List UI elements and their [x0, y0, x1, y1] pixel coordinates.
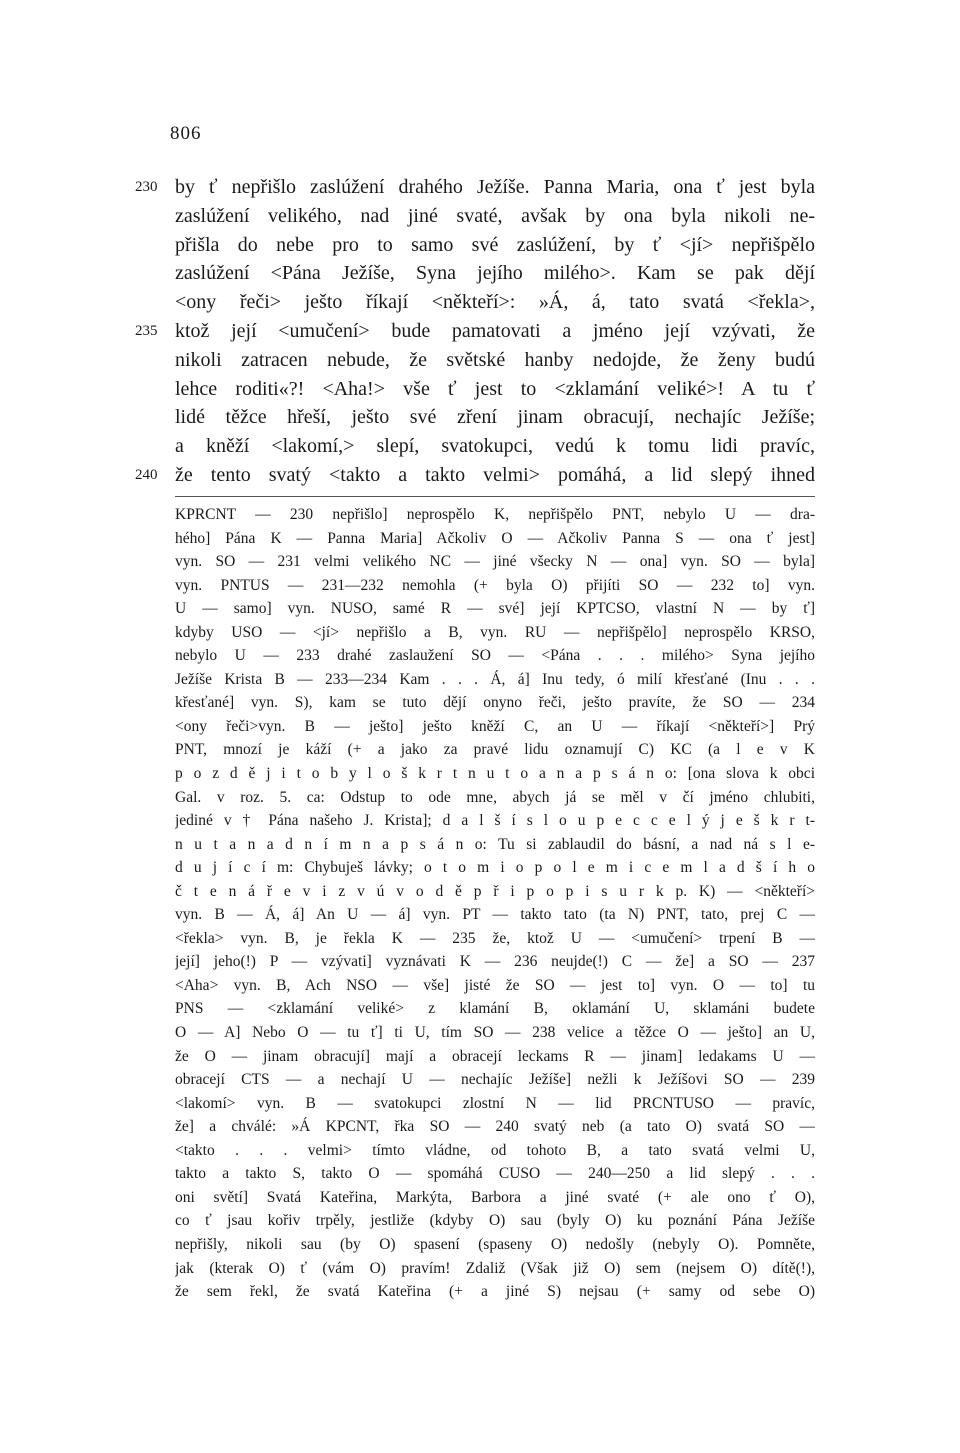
apparatus-line: U — samo] vyn. NUSO, samé R — své] její KPTCSO, vlastní N — by ť]	[175, 600, 815, 618]
apparatus-line: oni světí] Svatá Kateřina, Markýta, Barbora a jiné svaté (+ ale ono ť O),	[175, 1188, 815, 1206]
apparatus-line: PNS — <zklamání veliké> z klamání B, oklamání U, sklamáni budete	[175, 1000, 815, 1018]
apparatus-line: č t e n á ř e v i z v ú v o d ě p ř i p o p i s u r k p. K) — <někteří>	[175, 882, 815, 900]
apparatus-line: vyn. SO — 231 velmi velikého NC — jiné všecky N — ona] vyn. SO — byla]	[175, 553, 815, 571]
apparatus-line: <lakomí> vyn. B — svatokupci zlostní N — lid PRCNTUSO — pravíc,	[175, 1094, 815, 1112]
footnote-divider	[175, 496, 815, 497]
apparatus-line: že O — jinam obracují] mají a obracejí leckams R — jinam] ledakams U —	[175, 1047, 815, 1065]
apparatus-line: n u t a n a d n í m n a p s á n o: Tu si zablaudil do básní, a nad ná s l e-	[175, 835, 815, 853]
apparatus-line: jak (kterak O) ť (vám O) pravím! Zdaliž (Však již O) sem (nejsem O) dítě(!),	[175, 1259, 815, 1277]
apparatus-line: obracejí CTS — a nechají U — nechajíc Ježíše] nežli k Ježíšovi SO — 239	[175, 1071, 815, 1089]
line-number: 230	[135, 179, 158, 195]
line-text: zaslúžení velikého, nad jiné svaté, avšak by ona byla nikoli ne-	[175, 204, 815, 227]
text-line	[175, 202, 815, 231]
line-text: ktož její <umučení> bude pamatovati a jméno její vzývati, že	[175, 319, 815, 342]
critical-apparatus	[175, 503, 815, 1304]
line-text: zaslúžení <Pána Ježíše, Syna jejího milého>. Kam se pak dějí	[175, 262, 815, 285]
apparatus-line: p o z d ě j i t o b y l o š k r t n u t o a n a p s á n o: [ona slova k obci	[175, 765, 815, 783]
text-line	[175, 288, 815, 317]
line-text: že tento svatý <takto a takto velmi> pomáhá, a lid slepý ihned	[175, 463, 815, 486]
apparatus-line: d u j í c í m: Chybuješ lávky; o t o m i o p o l e m i c e m l a d š í h o	[175, 859, 815, 877]
text-line	[175, 346, 815, 375]
line-text: by ť nepřišlo zaslúžení drahého Ježíše. Panna Maria, ona ť jest byla	[175, 176, 815, 198]
text-line	[175, 259, 815, 288]
text-line	[135, 173, 815, 202]
apparatus-line: vyn. B — Á, á] An U — á] vyn. PT — takto tato (ta N) PNT, tato, prej C —	[175, 906, 815, 924]
apparatus-line: Gal. v roz. 5. ca: Odstup to ode mne, abych já se měl v čí jméno chlubiti,	[175, 788, 815, 806]
apparatus-line: nebylo U — 233 drahé zaslaužení SO — <Pána . . . milého> Syna jejího	[175, 647, 815, 665]
line-text: <ony řeči> ješto říkají <někteří>: »Á, á, tato svatá <řekla>,	[175, 291, 815, 314]
text-line	[135, 317, 815, 346]
apparatus-line: její] jeho(!) P — vzývati] vyznávati K — 236 neujde(!) C — že] a SO — 237	[175, 953, 815, 971]
text-line	[175, 432, 815, 461]
line-text: lehce roditi«?! <Aha!> vše ť jest to <zklamání veliké>! A tu ť	[175, 377, 815, 400]
apparatus-line: <Aha> vyn. B, Ach NSO — vše] jisté že SO — jest to] vyn. O — to] tu	[175, 976, 815, 994]
apparatus-line: takto a takto S, takto O — spomáhá CUSO — 240—250 a lid slepý . . .	[175, 1165, 815, 1183]
text-line	[175, 403, 815, 432]
line-text: přišla do nebe pro to samo své zaslúžení, by ť <jí> nepřišpělo	[175, 233, 815, 256]
line-text: a kněží <lakomí,> slepí, svatokupci, vedú k tomu lidi pravíc,	[175, 435, 815, 458]
page-number: 806	[170, 123, 202, 144]
apparatus-line: že] a chválé: »Á KPCNT, řka SO — 240 svatý neb (a tato O) svatá SO —	[175, 1118, 815, 1136]
apparatus-line: že sem řekl, že svatá Kateřina (+ a jiné S) nejsau (+ samy od sebe O)	[175, 1283, 815, 1301]
line-text: nikoli zatracen nebude, že světské hanby nedojde, že ženy budú	[175, 348, 815, 371]
line-number: 235	[135, 322, 158, 339]
apparatus-line: KPRCNT — 230 nepřišlo] neprospělo K, nepřišpělo PNT, nebylo U — dra-	[175, 506, 815, 523]
line-text: lidé těžce hřeší, ješto své zření jinam obracují, nechajíc Ježíše;	[175, 406, 815, 429]
apparatus-line: kdyby USO — <jí> nepřišlo a B, vyn. RU — nepřišpělo] neprospělo KRSO,	[175, 623, 815, 641]
text-line	[175, 231, 815, 260]
apparatus-line: O — A] Nebo O — tu ť] ti U, tím SO — 238 velice a těžce O — ješto] an U,	[175, 1024, 815, 1042]
apparatus-line: PNT, mnozí je káží (+ a jako za pravé lidu oznamují C) KC (a l e v K	[175, 741, 815, 759]
main-text	[135, 173, 815, 490]
apparatus-line: <řekla> vyn. B, je řekla K — 235 že, ktož U — <umučení> trpení B —	[175, 929, 815, 947]
apparatus-line: <takto . . . velmi> tímto vládne, od tohoto B, a tato svatá velmi U,	[175, 1141, 815, 1159]
apparatus-line: křesťané] vyn. S), kam se tuto dějí onyno řeči, ješto pravíte, že SO — 234	[175, 694, 815, 712]
apparatus-line: Ježíše Krista B — 233—234 Kam . . . Á, á] Inu tedy, ó milí křesťané (Inu . . .	[175, 670, 815, 688]
apparatus-line: <ony řeči>vyn. B — ješto] ješto kněží C, an U — říkají <někteří>] Prý	[175, 717, 815, 735]
text-line	[135, 461, 815, 490]
apparatus-line: co ť jsau kořiv trpěly, jestliže (kdyby O) sau (byly O) ku poznání Pána Ježíše	[175, 1212, 815, 1230]
line-number: 240	[135, 466, 158, 483]
text-line	[175, 375, 815, 404]
apparatus-line: vyn. PNTUS — 231—232 nemohla (+ byla O) přijíti SO — 232 to] vyn.	[175, 576, 815, 594]
apparatus-line: nepřišly, nikoli sau (by O) spasení (spaseny O) nedošly (nebyly O). Pomněte,	[175, 1235, 815, 1253]
apparatus-line: hého] Pána K — Panna Maria] Ačkoliv O — Ačkoliv Panna S — ona ť jest]	[175, 529, 815, 547]
apparatus-line: jediné v † Pána našeho J. Krista]; d a l š í s l o u p e c c e l ý j e š k r t-	[175, 812, 815, 830]
